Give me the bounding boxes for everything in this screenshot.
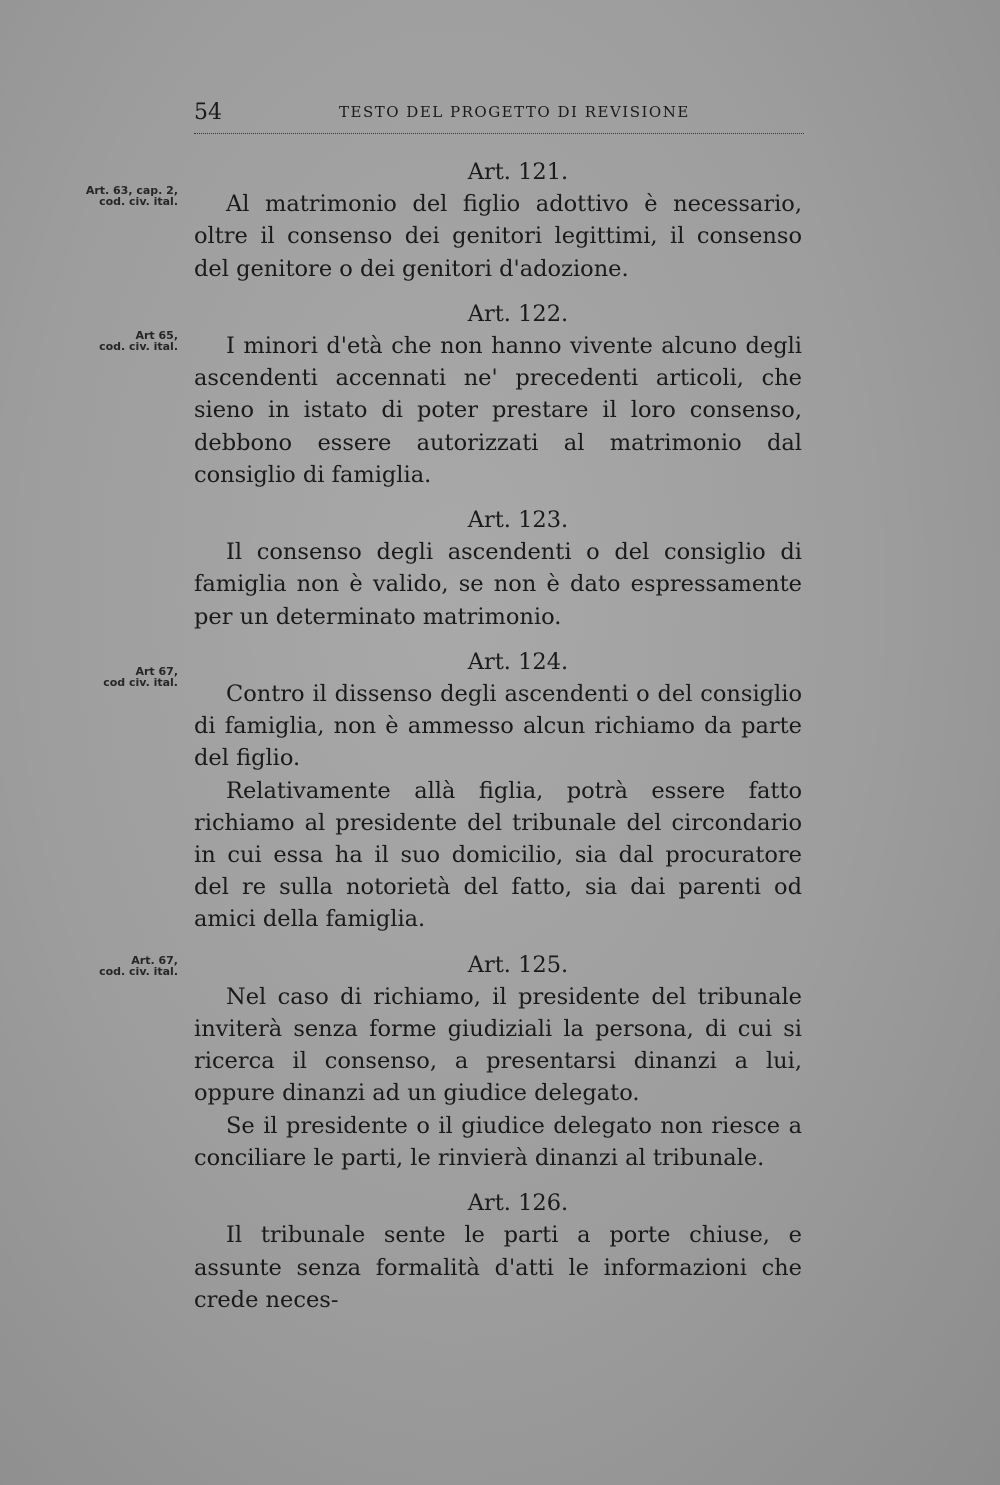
article-122-paragraph: I minori d'età che non hanno vivente alcuno degli ascendenti accennati ne' precedenti articoli, che sieno in istato di poter prestare il loro consenso, debbono essere autorizzati al matrimonio dal consiglio di famiglia.	[194, 333, 802, 488]
article-121-paragraph: Al matrimonio del figlio adottivo è necessario, oltre il consenso dei genitori legittimi, il consenso del genitore o dei genitori d'adozione.	[194, 191, 802, 282]
article-title-126: Art. 126.	[467, 1190, 569, 1217]
article-title-122: Art. 122.	[467, 300, 569, 327]
running-title: TESTO DEL PROGETTO DI REVISIONE	[339, 103, 690, 121]
article-123-paragraph: Il consenso degli ascendenti o del consiglio di famiglia non è valido, se non è dato espressamente per un determinato matrimonio.	[194, 539, 802, 630]
article-124-paragraph-2: Relativamente allà figlia, potrà essere fatto richiamo al presidente del tribunale del circondario in cui essa ha il suo domicilio, sia dal procuratore del re sulla notorietà del fatto, sia dai parenti od amici della famiglia.	[194, 777, 802, 933]
margin-note-art-125: Art. 67, cod. civ. ital.	[99, 954, 178, 978]
article-title-124: Art. 124.	[467, 648, 569, 675]
article-126-paragraph: Il tribunale sente le parti a porte chiuse, e assunte senza formalità d'atti le informazioni che crede neces-	[194, 1222, 802, 1313]
article-title-121: Art. 121.	[467, 159, 569, 185]
page-header	[194, 100, 804, 136]
margin-note-art-122: Art 65, cod. civ. ital.	[99, 329, 178, 353]
article-125-paragraph-1: Nel caso di richiamo, il presidente del tribunale inviterà senza forme giudiziali la persona, di cui si ricerca il consenso, a presentarsi dinanzi a lui, oppure dinanzi ad un giudice delegato.	[194, 983, 802, 1107]
page-body	[194, 156, 802, 1316]
header-rule	[194, 133, 804, 134]
article-title-123: Art. 123.	[467, 507, 569, 534]
page-number: 54	[194, 100, 222, 125]
margin-note-art-121: Art. 63, cap. 2, cod. civ. ital.	[85, 184, 178, 208]
article-title-125: Art. 125.	[467, 951, 569, 978]
article-124-paragraph-1: Contro il dissenso degli ascendenti o del consiglio di famiglia, non è ammesso alcun richiamo da parte del figlio.	[194, 681, 802, 772]
article-125-paragraph-2: Se il presidente o il giudice delegato non riesce a conciliare le parti, le rinvierà dinanzi al tribunale.	[194, 1112, 802, 1171]
margin-note-art-124: Art 67, cod civ. ital.	[103, 665, 178, 689]
